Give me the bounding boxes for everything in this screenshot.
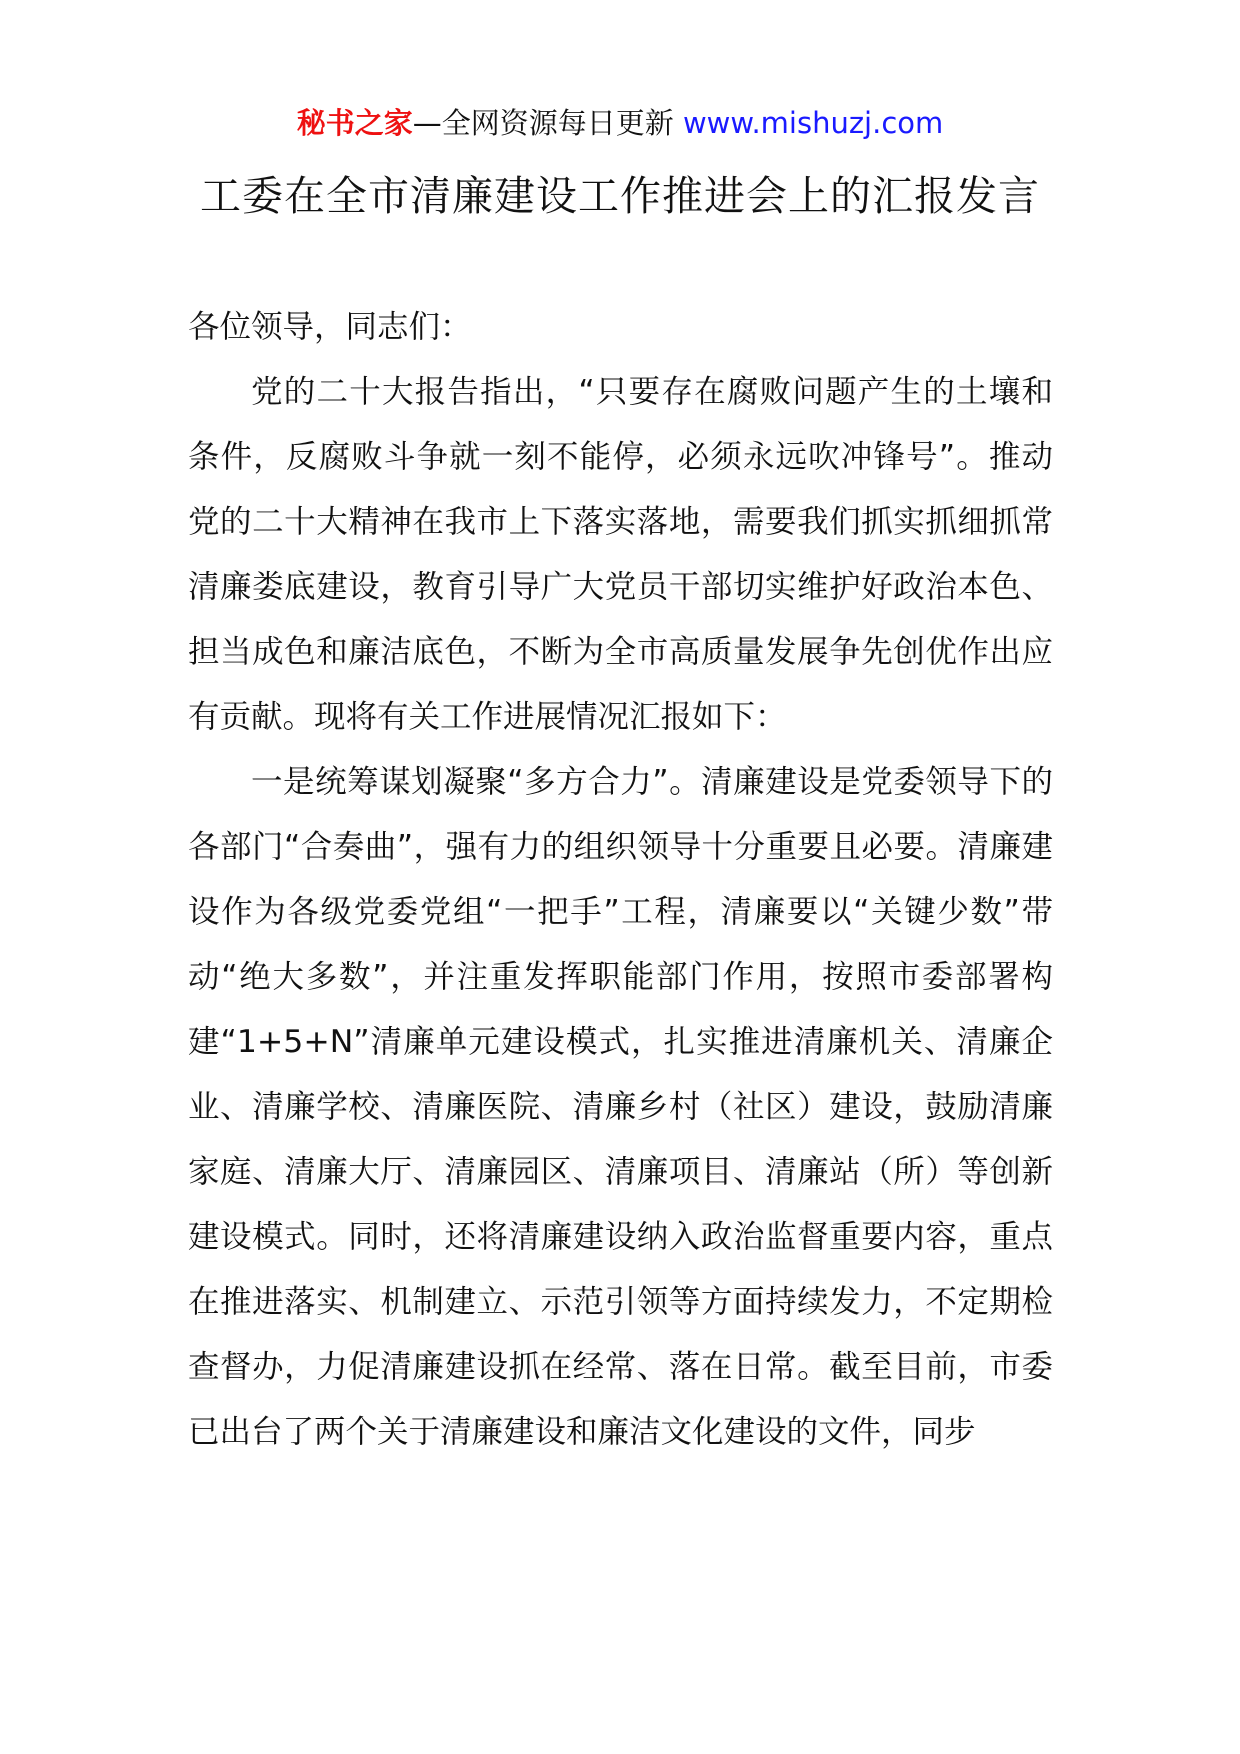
salutation: 各位领导，同志们： xyxy=(188,309,472,345)
paragraph: 一是统筹谋划凝聚“多方合力”。清廉建设是党委领导下的各部门“合奏曲”，强有力的组织领导十分重要且必要。清廉建设作为各级党委党组“一把手”工程，清廉要以“关键少数”带动“绝大多数”，并注重发挥职能部门作用，按照市委部署构建“1+5+N”清廉单元建设模式，扎实推进清廉机关、清廉企业、清廉学校、清廉医院、清廉乡村（社区）建设，鼓励清廉家庭、清廉大厅、清廉园区、清廉项目、清廉站（所）等创新建设模式。同时，还将清廉建设纳入政治监督重要内容，重点在推进落实、机制建立、示范引领等方面持续发力，不定期检查督办，力促清廉建设抓在经常、落在日常。截至目前，市委已出台了两个关于清廉建设和廉洁文化建设的文件，同步 xyxy=(188,764,1053,1450)
header-slogan: —全网资源每日更新 xyxy=(412,106,683,140)
brand-name: 秘书之家 xyxy=(296,106,413,140)
document-title: 工委在全市清廉建设工作推进会上的汇报发言 xyxy=(200,172,1040,220)
site-header xyxy=(0,100,1240,146)
document-body xyxy=(188,295,1053,1465)
paragraph: 党的二十大报告指出，“只要存在腐败问题产生的土壤和条件，反腐败斗争就一刻不能停，必须永远吹冲锋号”。推动党的二十大精神在我市上下落实落地，需要我们抓实抓细抓常清廉娄底建设，教育引导广大党员干部切实维护好政治本色、担当成色和廉洁底色，不断为全市高质量发展争先创优作出应有贡献。现将有关工作进展情况汇报如下： xyxy=(188,374,1053,735)
site-url-link[interactable]: www.mishuzj.com xyxy=(682,106,944,140)
